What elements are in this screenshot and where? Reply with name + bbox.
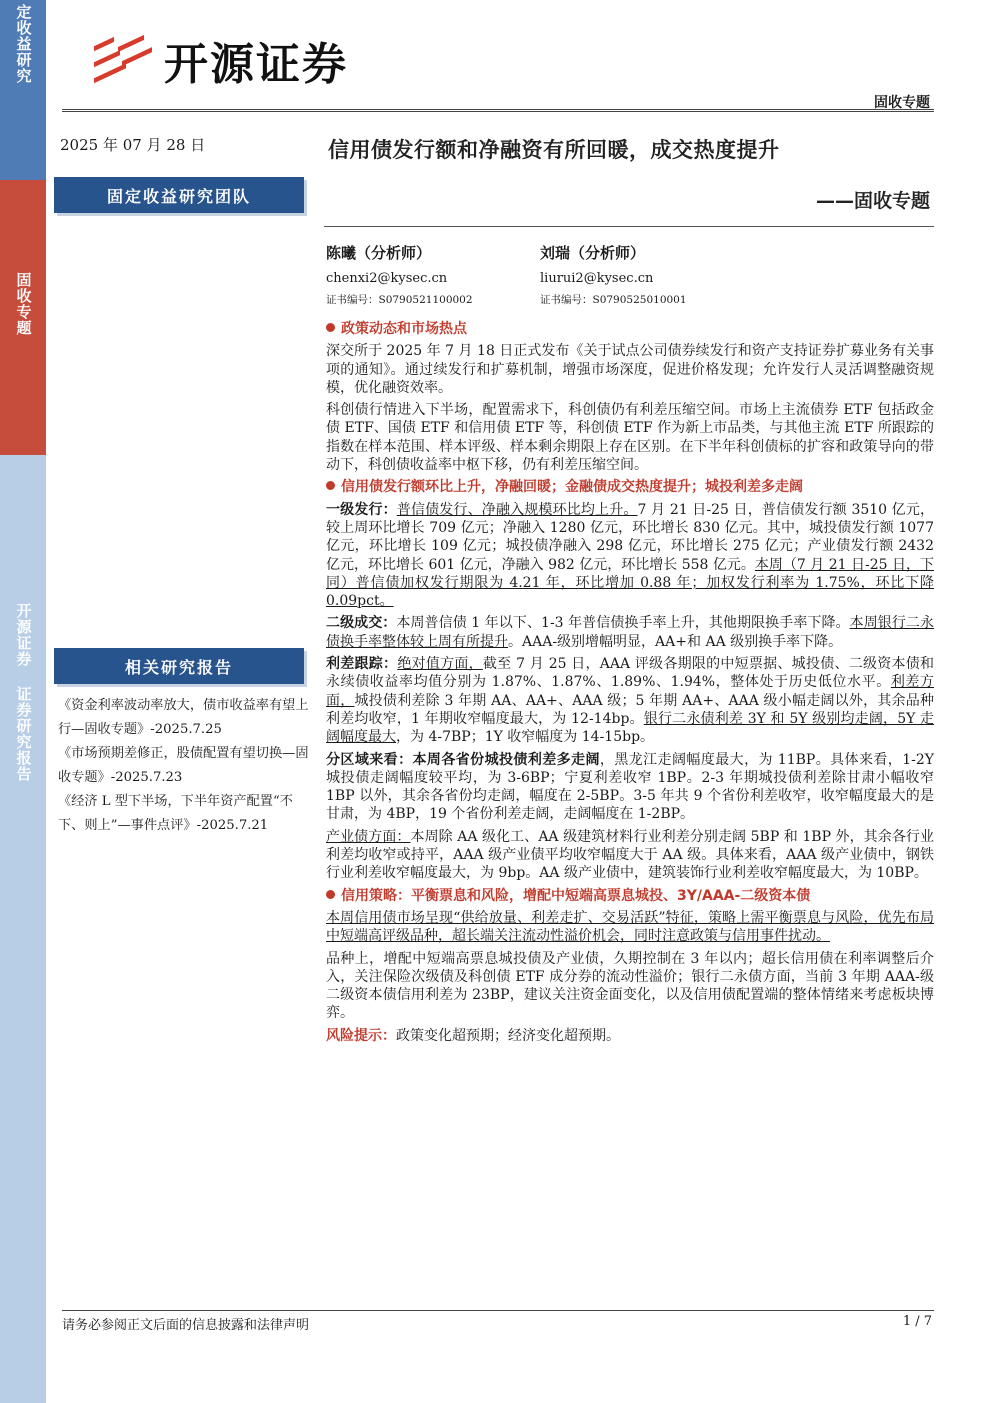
paragraph-strategy-detail: 品种上，增配中短端高票息城投债及产业债，久期控制在 3 年以内；超长信用债在利率调整后介入，关注保险次级债及科创债 ETF 成分券的流动性溢价；银行二永债方面，当前 3 年期 AAA-级二级资本债信用利差为 23BP，建议关注资金面变化，以及信用债配置端的整体情绪来考虑板块博弈。 — [326, 950, 934, 1022]
analyst-name: 陈曦（分析师） — [326, 244, 432, 262]
report-date: 2025 年 07 月 28 日 — [60, 136, 206, 154]
bullet-dot-icon — [326, 890, 335, 899]
paragraph-spread: 利差跟踪：绝对值方面，截至 7 月 25 日，AAA 评级各期限的中短票据、城投债、二级资本债和永续债收益率均值分别为 1.87%、1.87%、1.89%、1.94%，整体处于历史低位水平。利差方面，城投债利差除 3 年期 AA、AA+、AAA 级；5 年期 AA+、AAA 级小幅走阔以外，其余品种利差均收窄，1 年期收窄幅度最大，为 12-14bp。银行二永债利差 3Y 和 5Y 级别均走阔，5Y 走阔幅度最大，为 4-7BP；1Y 收窄幅度为 14-15bp。 — [326, 656, 935, 746]
related-item[interactable]: 《经济 L 型下半场，下半年资产配置“不下、则上”—事件点评》-2025.7.21 — [58, 794, 293, 833]
header-tag: 固收专题 — [874, 95, 930, 111]
team-label: 固定收益研究团队 — [54, 177, 304, 213]
paragraph-industry: 产业债方面：本周除 AA 级化工、AA 级建筑材料行业利差分别走阔 5BP 和 1BP 外，其余各行业利差均收窄或持平，AAA 级产业债平均收窄幅度大于 AA 级。具体来看，AAA 级产业债中，钢铁行业利差收窄幅度最大，为 9bp。AA 级产业债中，建筑装饰行业利差收窄幅度最大，为 10BP。 — [326, 828, 935, 882]
risk-note: 风险提示：政策变化超预期；经济变化超预期。 — [326, 1027, 620, 1044]
page-number: 1 / 7 — [902, 1314, 932, 1329]
footer-disclaimer: 请务必参阅正文后面的信息披露和法律声明 — [62, 1318, 310, 1333]
brand-name: 开源证券 — [164, 39, 348, 90]
paragraph-strategy: 本周信用债市场呈现“供给放量、利差走扩、交易活跃”特征，策略上需平衡票息与风险，优先布局中短端高评级品种，超长端关注流动性溢价机会，同时注意政策与信用事件扰动。 — [326, 909, 934, 945]
header-rule — [62, 109, 934, 110]
strip-segment-bottom — [0, 455, 46, 1403]
strip-text-middle: 固收专题 — [14, 272, 33, 336]
analyst-cert: 证书编号：S0790521100002 — [326, 294, 473, 306]
page-subtitle: ——固收专题 — [815, 190, 930, 212]
paragraph: 深交所于 2025 年 7 月 18 日正式发布《关于试点公司债券续发行和资产支持证券扩募业务有关事项的通知》。通过续发行和扩募机制，增强市场深度，促进价格发现；允许发行人灵活调整融资规模，优化融资效率。 — [326, 343, 934, 396]
brand-mark-icon — [88, 29, 158, 91]
related-heading: 相关研究报告 — [54, 648, 304, 684]
side-strip — [0, 0, 46, 1403]
strip-segment-top — [0, 0, 46, 180]
related-item[interactable]: 《资金利率波动率放大，债市收益率有望上行—固收专题》-2025.7.25 — [58, 698, 309, 737]
paragraph: 科创债行情进入下半场，配置需求下，科创债仍有利差压缩空间。市场上主流债券 ETF 包括政金债 ETF、国债 ETF 和信用债 ETF 等，科创债 ETF 作为新上市品类，与其他主流 ETF 所跟踪的指数在样本范围、样本评级、样本剩余期限上存在区别。在下半年科创债标的扩容和政策导向的带动下，科创债收益率中枢下移，仍有利差压缩空间。 — [326, 402, 934, 474]
footer-rule — [62, 1310, 934, 1311]
bullet-dot-icon — [326, 481, 335, 490]
analyst-email[interactable]: chenxi2@kysec.cn — [326, 271, 448, 286]
page-title: 信用债发行额和净融资有所回暖，成交热度提升 — [328, 138, 780, 162]
report-body — [326, 318, 934, 1049]
bullet-dot-icon — [326, 323, 335, 332]
strip-segment-middle — [0, 180, 46, 455]
paragraph-issuance: 一级发行：普信债发行、净融入规模环比均上升。7 月 21 日-25 日，普信债发行额 3510 亿元，较上周环比增长 709 亿元；净融入 1280 亿元，环比增长 830 亿元。其中，城投债发行额 1077 亿元，环比增长 109 亿元；城投债净融入 298 亿元，环比增长 275 亿元；产业债发行额 2432 亿元，环比增长 601 亿元，净融入 982 亿元，环比增长 558 亿元。本周（7 月 21 日-25 日，下同）普信债加权发行期限为 4.21 年，环比增加 0.88 年；加权发行利率为 1.75%，环比下降 0.09pct。 — [326, 501, 935, 610]
analyst-email[interactable]: liurui2@kysec.cn — [540, 271, 654, 286]
brand-logo — [88, 28, 348, 92]
paragraph-region: 分区域来看：本周各省份城投债利差多走阔，黑龙江走阔幅度最大，为 11BP。具体来看，1-2Y 城投债走阔幅度较平均，为 3-6BP；宁夏利差收窄 1BP。2-3 年期城投债利差除甘肃小幅收窄 1BP 以外，其余各省份均走阔，幅度在 2-5BP。3-5 年共 9 个省份利差收窄，收窄幅度最大的是甘肃，为 4BP，19 个省份利差走阔，走阔幅度在 1-2BP。 — [326, 751, 935, 823]
related-item[interactable]: 《市场预期差修正，股债配置有望切换—固收专题》-2025.7.23 — [58, 746, 309, 785]
section-heading-strategy: 信用策略：平衡票息和风险，增配中短端高票息城投、3Y/AAA-二级资本债 — [326, 887, 934, 905]
paragraph-trading: 二级成交：本周普信债 1 年以下、1-3 年普信债换手率上升，其他期限换手率下降。本周银行二永债换手率整体较上周有所提升。AAA-级别增幅明显，AA+和 AA 级别换手率下降。 — [326, 615, 935, 650]
analyst-cert: 证书编号：S0790525010001 — [540, 294, 687, 306]
analyst-card — [326, 242, 473, 307]
analyst-card — [540, 242, 687, 307]
title-rule — [324, 226, 934, 227]
section-heading-market: 信用债发行额环比上升，净融回暖；金融债成交热度提升；城投利差多走阔 — [326, 478, 934, 496]
analyst-name: 刘瑞（分析师） — [540, 244, 646, 262]
related-list — [58, 694, 310, 838]
strip-text-top: 定收益研究 — [14, 4, 33, 84]
header-rule-second — [62, 111, 934, 112]
section-heading-policy: 政策动态和市场热点 — [326, 320, 934, 338]
strip-text-bottom: 开源证券 证券研究报告 — [14, 603, 33, 782]
